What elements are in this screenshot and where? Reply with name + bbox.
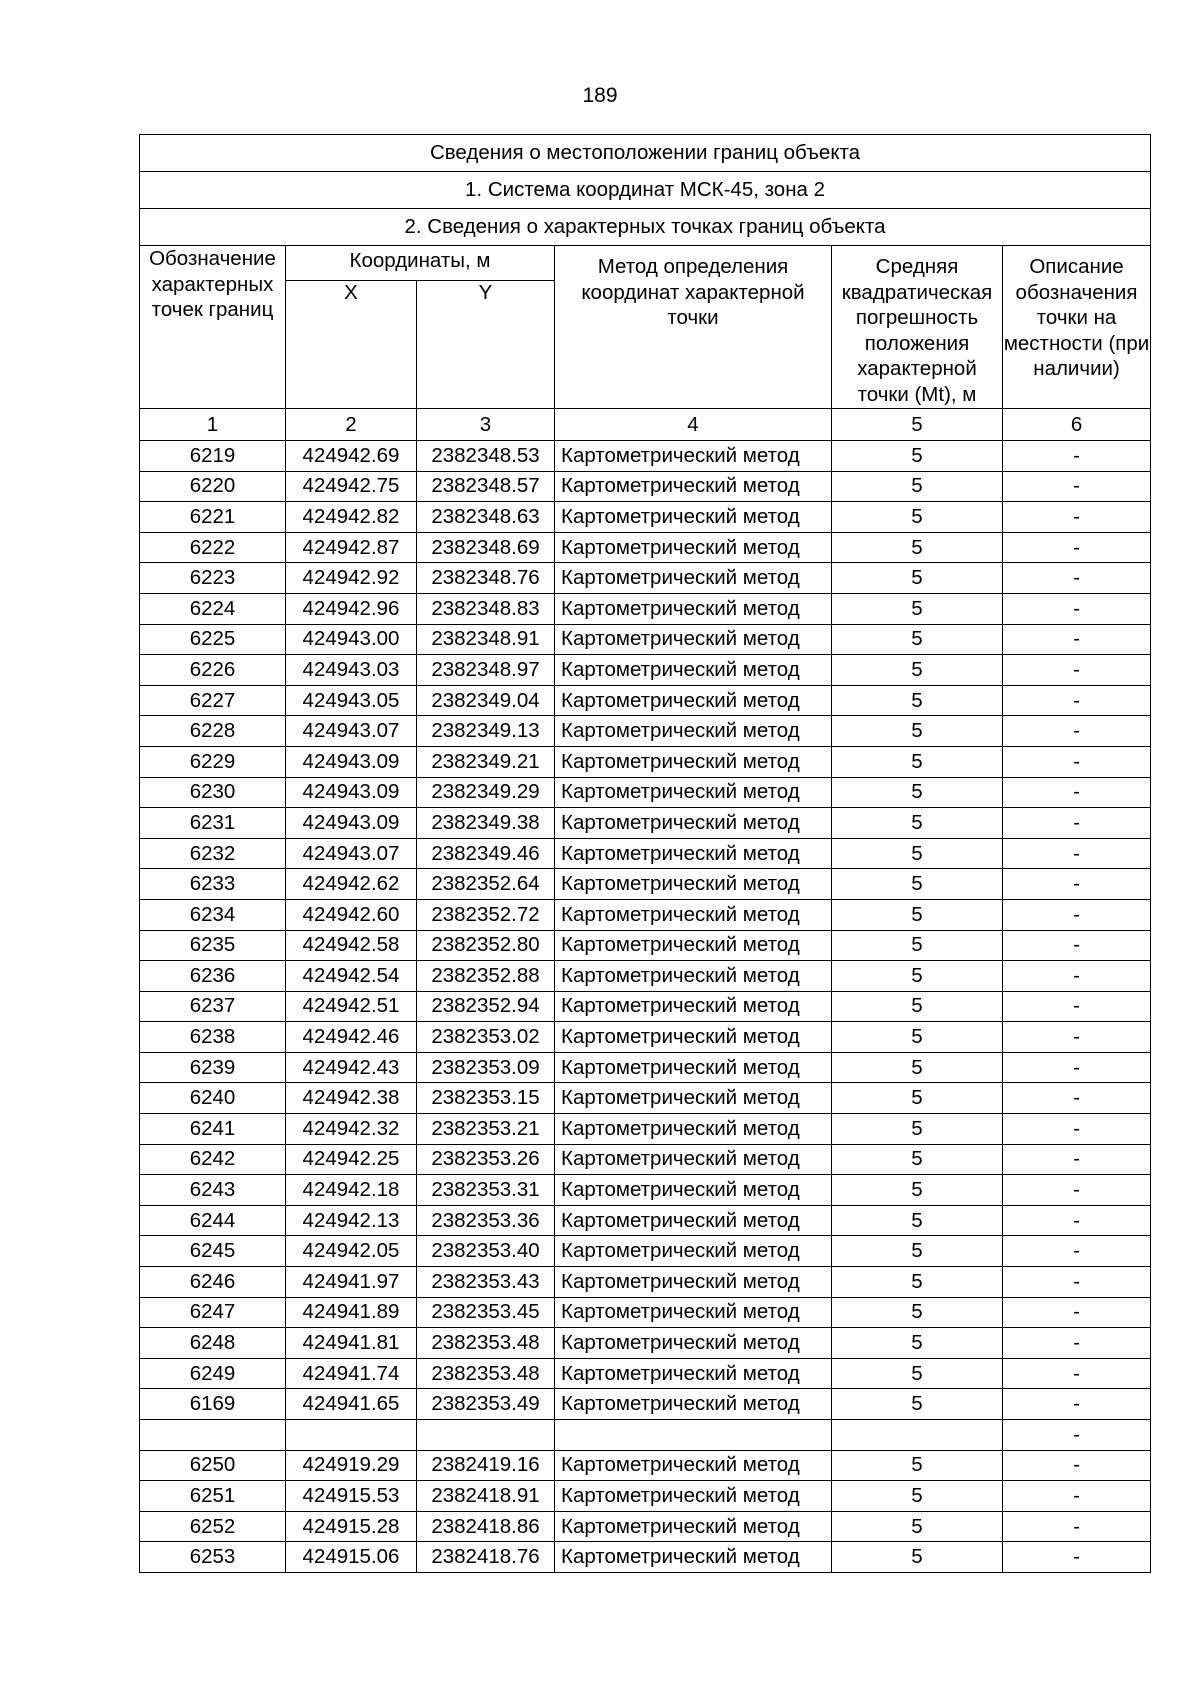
table-row	[140, 1450, 1151, 1481]
method-cell: Картометрический метод	[555, 1450, 832, 1481]
coordinate-system: 1. Система координат МСК-45, зона 2	[140, 172, 1151, 209]
mean-error-cell: 5	[832, 1328, 1003, 1359]
table-row	[140, 808, 1151, 839]
mean-error-cell: 5	[832, 991, 1003, 1022]
description-cell: -	[1003, 1175, 1151, 1206]
mean-error-cell: 5	[832, 1542, 1003, 1573]
description-cell: -	[1003, 502, 1151, 533]
point-id-cell: 6228	[140, 716, 286, 747]
table-row	[140, 441, 1151, 472]
column-number: 3	[417, 409, 555, 441]
method-cell: Картометрический метод	[555, 1481, 832, 1512]
y-coordinate-cell: 2382349.13	[417, 716, 555, 747]
table-row	[140, 624, 1151, 655]
method-cell: Картометрический метод	[555, 1175, 832, 1206]
point-id-cell: 6245	[140, 1236, 286, 1267]
y-coordinate-cell: 2382419.16	[417, 1450, 555, 1481]
y-coordinate-cell: 2382353.48	[417, 1358, 555, 1389]
method-cell: Картометрический метод	[555, 563, 832, 594]
table-row	[140, 593, 1151, 624]
x-coordinate-cell: 424915.53	[286, 1481, 417, 1512]
y-coordinate-cell: 2382348.63	[417, 502, 555, 533]
x-coordinate-cell: 424942.25	[286, 1144, 417, 1175]
point-id-cell: 6237	[140, 991, 286, 1022]
y-coordinate-cell	[417, 1420, 555, 1451]
point-id-cell: 6244	[140, 1205, 286, 1236]
method-cell: Картометрический метод	[555, 502, 832, 533]
description-cell: -	[1003, 1052, 1151, 1083]
x-coordinate-cell	[286, 1420, 417, 1451]
method-cell: Картометрический метод	[555, 1236, 832, 1267]
description-cell: -	[1003, 808, 1151, 839]
point-id-cell: 6224	[140, 593, 286, 624]
method-cell: Картометрический метод	[555, 655, 832, 686]
point-id-cell: 6229	[140, 746, 286, 777]
page-number: 189	[582, 84, 618, 107]
y-coordinate-cell: 2382353.40	[417, 1236, 555, 1267]
description-cell: -	[1003, 1481, 1151, 1512]
method-cell: Картометрический метод	[555, 471, 832, 502]
description-cell: -	[1003, 1542, 1151, 1573]
table-row	[140, 777, 1151, 808]
description-cell: -	[1003, 532, 1151, 563]
y-coordinate-cell: 2382418.86	[417, 1511, 555, 1542]
mean-error-cell: 5	[832, 716, 1003, 747]
y-coordinate-cell: 2382353.21	[417, 1114, 555, 1145]
method-cell: Картометрический метод	[555, 1542, 832, 1573]
mean-error-cell: 5	[832, 930, 1003, 961]
description-cell: -	[1003, 1083, 1151, 1114]
method-cell: Картометрический метод	[555, 869, 832, 900]
point-id-cell: 6243	[140, 1175, 286, 1206]
point-id-cell: 6241	[140, 1114, 286, 1145]
point-id-cell: 6249	[140, 1358, 286, 1389]
mean-error-cell: 5	[832, 563, 1003, 594]
y-coordinate-cell: 2382349.46	[417, 838, 555, 869]
method-cell: Картометрический метод	[555, 777, 832, 808]
point-id-cell: 6169	[140, 1389, 286, 1420]
description-cell: -	[1003, 1358, 1151, 1389]
description-cell: -	[1003, 593, 1151, 624]
table-row	[140, 1542, 1151, 1573]
description-cell: -	[1003, 1450, 1151, 1481]
mean-error-cell: 5	[832, 1358, 1003, 1389]
method-cell: Картометрический метод	[555, 1358, 832, 1389]
y-coordinate-cell: 2382353.26	[417, 1144, 555, 1175]
column-number: 6	[1003, 409, 1151, 441]
x-coordinate-cell: 424943.09	[286, 777, 417, 808]
mean-error-cell: 5	[832, 441, 1003, 472]
method-cell: Картометрический метод	[555, 685, 832, 716]
y-coordinate-cell: 2382418.76	[417, 1542, 555, 1573]
mean-error-cell: 5	[832, 1297, 1003, 1328]
table-row	[140, 1144, 1151, 1175]
x-coordinate-cell: 424942.43	[286, 1052, 417, 1083]
mean-error-cell: 5	[832, 869, 1003, 900]
table-row	[140, 502, 1151, 533]
point-id-cell: 6236	[140, 961, 286, 992]
x-coordinate-cell: 424942.38	[286, 1083, 417, 1114]
y-coordinate-cell: 2382348.57	[417, 471, 555, 502]
x-coordinate-cell: 424941.89	[286, 1297, 417, 1328]
x-coordinate-cell: 424942.13	[286, 1205, 417, 1236]
mean-error-cell: 5	[832, 1481, 1003, 1512]
mean-error-cell: 5	[832, 1511, 1003, 1542]
description-cell: -	[1003, 930, 1151, 961]
point-id-cell: 6230	[140, 777, 286, 808]
method-cell	[555, 1420, 832, 1451]
y-coordinate-cell: 2382349.29	[417, 777, 555, 808]
mean-error-cell: 5	[832, 1450, 1003, 1481]
y-coordinate-cell: 2382418.91	[417, 1481, 555, 1512]
y-coordinate-cell: 2382352.88	[417, 961, 555, 992]
mean-error-cell: 5	[832, 899, 1003, 930]
method-cell: Картометрический метод	[555, 1114, 832, 1145]
x-coordinate-cell: 424942.82	[286, 502, 417, 533]
method-cell: Картометрический метод	[555, 624, 832, 655]
method-cell: Картометрический метод	[555, 1022, 832, 1053]
y-coordinate-cell: 2382352.80	[417, 930, 555, 961]
mean-error-cell: 5	[832, 624, 1003, 655]
x-coordinate-cell: 424942.69	[286, 441, 417, 472]
description-cell: -	[1003, 899, 1151, 930]
point-id-cell: 6221	[140, 502, 286, 533]
method-cell: Картометрический метод	[555, 746, 832, 777]
point-id-cell: 6232	[140, 838, 286, 869]
table-row	[140, 1389, 1151, 1420]
method-cell: Картометрический метод	[555, 532, 832, 563]
point-id-cell: 6238	[140, 1022, 286, 1053]
description-cell: -	[1003, 1205, 1151, 1236]
table-row	[140, 1481, 1151, 1512]
table-row	[140, 1358, 1151, 1389]
description-cell: -	[1003, 1328, 1151, 1359]
column-number: 2	[286, 409, 417, 441]
table-row	[140, 1114, 1151, 1145]
point-id-cell: 6250	[140, 1450, 286, 1481]
description-cell: -	[1003, 961, 1151, 992]
y-coordinate-cell: 2382353.48	[417, 1328, 555, 1359]
method-cell: Картометрический метод	[555, 1511, 832, 1542]
x-coordinate-cell: 424942.58	[286, 930, 417, 961]
table-row	[140, 716, 1151, 747]
y-coordinate-cell: 2382353.31	[417, 1175, 555, 1206]
table-row	[140, 1175, 1151, 1206]
header-x: X	[286, 281, 417, 409]
x-coordinate-cell: 424942.87	[286, 532, 417, 563]
description-cell: -	[1003, 1297, 1151, 1328]
y-coordinate-cell: 2382353.09	[417, 1052, 555, 1083]
x-coordinate-cell: 424941.97	[286, 1267, 417, 1298]
point-id-cell: 6225	[140, 624, 286, 655]
y-coordinate-cell: 2382348.83	[417, 593, 555, 624]
mean-error-cell: 5	[832, 655, 1003, 686]
description-cell: -	[1003, 838, 1151, 869]
description-cell: -	[1003, 1511, 1151, 1542]
method-cell: Картометрический метод	[555, 593, 832, 624]
x-coordinate-cell: 424941.65	[286, 1389, 417, 1420]
header-mean-error: Средняя квадратическая погрешность положения характерной точки (Mt), м	[832, 246, 1003, 409]
description-cell: -	[1003, 1267, 1151, 1298]
mean-error-cell: 5	[832, 808, 1003, 839]
method-cell: Картометрический метод	[555, 1205, 832, 1236]
description-cell: -	[1003, 471, 1151, 502]
header-coordinates: Координаты, м	[286, 246, 555, 281]
mean-error-cell: 5	[832, 685, 1003, 716]
table-row	[140, 1236, 1151, 1267]
mean-error-cell	[832, 1420, 1003, 1451]
x-coordinate-cell: 424942.51	[286, 991, 417, 1022]
y-coordinate-cell: 2382348.97	[417, 655, 555, 686]
column-number: 5	[832, 409, 1003, 441]
y-coordinate-cell: 2382353.02	[417, 1022, 555, 1053]
x-coordinate-cell: 424943.09	[286, 746, 417, 777]
point-id-cell	[140, 1420, 286, 1451]
method-cell: Картометрический метод	[555, 991, 832, 1022]
mean-error-cell: 5	[832, 1144, 1003, 1175]
table-row	[140, 685, 1151, 716]
table-row	[140, 991, 1151, 1022]
y-coordinate-cell: 2382353.45	[417, 1297, 555, 1328]
x-coordinate-cell: 424942.92	[286, 563, 417, 594]
header-description: Описание обозначения точки на местности (при наличии)	[1003, 246, 1151, 409]
point-id-cell: 6251	[140, 1481, 286, 1512]
description-cell: -	[1003, 441, 1151, 472]
mean-error-cell: 5	[832, 961, 1003, 992]
x-coordinate-cell: 424943.09	[286, 808, 417, 839]
description-cell: -	[1003, 655, 1151, 686]
header-method: Метод определения координат характерной точки	[555, 246, 832, 409]
y-coordinate-cell: 2382349.21	[417, 746, 555, 777]
mean-error-cell: 5	[832, 532, 1003, 563]
table-row	[140, 563, 1151, 594]
x-coordinate-cell: 424943.07	[286, 716, 417, 747]
x-coordinate-cell: 424943.00	[286, 624, 417, 655]
table-row	[140, 1052, 1151, 1083]
description-cell: -	[1003, 1236, 1151, 1267]
point-id-cell: 6240	[140, 1083, 286, 1114]
x-coordinate-cell: 424942.96	[286, 593, 417, 624]
description-cell: -	[1003, 777, 1151, 808]
description-cell: -	[1003, 1022, 1151, 1053]
method-cell: Картометрический метод	[555, 1389, 832, 1420]
point-id-cell: 6252	[140, 1511, 286, 1542]
y-coordinate-cell: 2382348.76	[417, 563, 555, 594]
point-id-cell: 6227	[140, 685, 286, 716]
mean-error-cell: 5	[832, 1389, 1003, 1420]
mean-error-cell: 5	[832, 777, 1003, 808]
x-coordinate-cell: 424942.32	[286, 1114, 417, 1145]
method-cell: Картометрический метод	[555, 1328, 832, 1359]
table-title: Сведения о местоположении границ объекта	[140, 135, 1151, 172]
method-cell: Картометрический метод	[555, 930, 832, 961]
method-cell: Картометрический метод	[555, 1083, 832, 1114]
description-cell: -	[1003, 746, 1151, 777]
y-coordinate-cell: 2382348.91	[417, 624, 555, 655]
mean-error-cell: 5	[832, 1114, 1003, 1145]
table-row	[140, 1328, 1151, 1359]
point-id-cell: 6233	[140, 869, 286, 900]
x-coordinate-cell: 424942.60	[286, 899, 417, 930]
column-number: 1	[140, 409, 286, 441]
method-cell: Картометрический метод	[555, 1052, 832, 1083]
table-row	[140, 1022, 1151, 1053]
boundary-points-table	[139, 134, 1151, 1573]
x-coordinate-cell: 424941.81	[286, 1328, 417, 1359]
y-coordinate-cell: 2382349.04	[417, 685, 555, 716]
point-id-cell: 6223	[140, 563, 286, 594]
table-row	[140, 899, 1151, 930]
description-cell: -	[1003, 685, 1151, 716]
point-id-cell: 6239	[140, 1052, 286, 1083]
x-coordinate-cell: 424942.18	[286, 1175, 417, 1206]
mean-error-cell: 5	[832, 838, 1003, 869]
table-row	[140, 869, 1151, 900]
x-coordinate-cell: 424915.06	[286, 1542, 417, 1573]
table-row	[140, 1511, 1151, 1542]
description-cell: -	[1003, 1144, 1151, 1175]
point-id-cell: 6220	[140, 471, 286, 502]
method-cell: Картометрический метод	[555, 899, 832, 930]
mean-error-cell: 5	[832, 471, 1003, 502]
point-id-cell: 6253	[140, 1542, 286, 1573]
point-id-cell: 6247	[140, 1297, 286, 1328]
method-cell: Картометрический метод	[555, 441, 832, 472]
y-coordinate-cell: 2382348.69	[417, 532, 555, 563]
description-cell: -	[1003, 991, 1151, 1022]
y-coordinate-cell: 2382349.38	[417, 808, 555, 839]
mean-error-cell: 5	[832, 1083, 1003, 1114]
point-id-cell: 6222	[140, 532, 286, 563]
point-id-cell: 6231	[140, 808, 286, 839]
section-heading: 2. Сведения о характерных точках границ объекта	[140, 209, 1151, 246]
mean-error-cell: 5	[832, 502, 1003, 533]
table-row	[140, 655, 1151, 686]
y-coordinate-cell: 2382352.64	[417, 869, 555, 900]
point-id-cell: 6235	[140, 930, 286, 961]
description-cell: -	[1003, 716, 1151, 747]
x-coordinate-cell: 424942.05	[286, 1236, 417, 1267]
x-coordinate-cell: 424942.54	[286, 961, 417, 992]
point-id-cell: 6226	[140, 655, 286, 686]
description-cell: -	[1003, 563, 1151, 594]
description-cell: -	[1003, 624, 1151, 655]
method-cell: Картометрический метод	[555, 1267, 832, 1298]
method-cell: Картометрический метод	[555, 808, 832, 839]
method-cell: Картометрический метод	[555, 838, 832, 869]
x-coordinate-cell: 424915.28	[286, 1511, 417, 1542]
mean-error-cell: 5	[832, 1205, 1003, 1236]
point-id-cell: 6219	[140, 441, 286, 472]
x-coordinate-cell: 424941.74	[286, 1358, 417, 1389]
y-coordinate-cell: 2382353.49	[417, 1389, 555, 1420]
method-cell: Картометрический метод	[555, 1297, 832, 1328]
table-row	[140, 1083, 1151, 1114]
x-coordinate-cell: 424943.05	[286, 685, 417, 716]
table-row	[140, 961, 1151, 992]
y-coordinate-cell: 2382352.72	[417, 899, 555, 930]
y-coordinate-cell: 2382353.36	[417, 1205, 555, 1236]
mean-error-cell: 5	[832, 1267, 1003, 1298]
description-cell: -	[1003, 1114, 1151, 1145]
table-row	[140, 746, 1151, 777]
method-cell: Картометрический метод	[555, 961, 832, 992]
mean-error-cell: 5	[832, 1236, 1003, 1267]
mean-error-cell: 5	[832, 593, 1003, 624]
point-id-cell: 6246	[140, 1267, 286, 1298]
mean-error-cell: 5	[832, 1052, 1003, 1083]
header-point-designation: Обозначение характерных точек границ	[140, 246, 286, 409]
description-cell: -	[1003, 869, 1151, 900]
y-coordinate-cell: 2382352.94	[417, 991, 555, 1022]
table-row	[140, 930, 1151, 961]
table-row	[140, 471, 1151, 502]
y-coordinate-cell: 2382353.43	[417, 1267, 555, 1298]
x-coordinate-cell: 424943.03	[286, 655, 417, 686]
x-coordinate-cell: 424942.75	[286, 471, 417, 502]
x-coordinate-cell: 424943.07	[286, 838, 417, 869]
x-coordinate-cell: 424919.29	[286, 1450, 417, 1481]
method-cell: Картометрический метод	[555, 1144, 832, 1175]
table-row	[140, 1297, 1151, 1328]
table-row	[140, 838, 1151, 869]
table-row	[140, 532, 1151, 563]
point-id-cell: 6242	[140, 1144, 286, 1175]
x-coordinate-cell: 424942.62	[286, 869, 417, 900]
header-y: Y	[417, 281, 555, 409]
table-row	[140, 1420, 1151, 1451]
table-row	[140, 1205, 1151, 1236]
mean-error-cell: 5	[832, 746, 1003, 777]
description-cell: -	[1003, 1420, 1151, 1451]
description-cell: -	[1003, 1389, 1151, 1420]
mean-error-cell: 5	[832, 1022, 1003, 1053]
x-coordinate-cell: 424942.46	[286, 1022, 417, 1053]
table-row	[140, 1267, 1151, 1298]
column-number: 4	[555, 409, 832, 441]
point-id-cell: 6248	[140, 1328, 286, 1359]
point-id-cell: 6234	[140, 899, 286, 930]
mean-error-cell: 5	[832, 1175, 1003, 1206]
method-cell: Картометрический метод	[555, 716, 832, 747]
y-coordinate-cell: 2382353.15	[417, 1083, 555, 1114]
y-coordinate-cell: 2382348.53	[417, 441, 555, 472]
